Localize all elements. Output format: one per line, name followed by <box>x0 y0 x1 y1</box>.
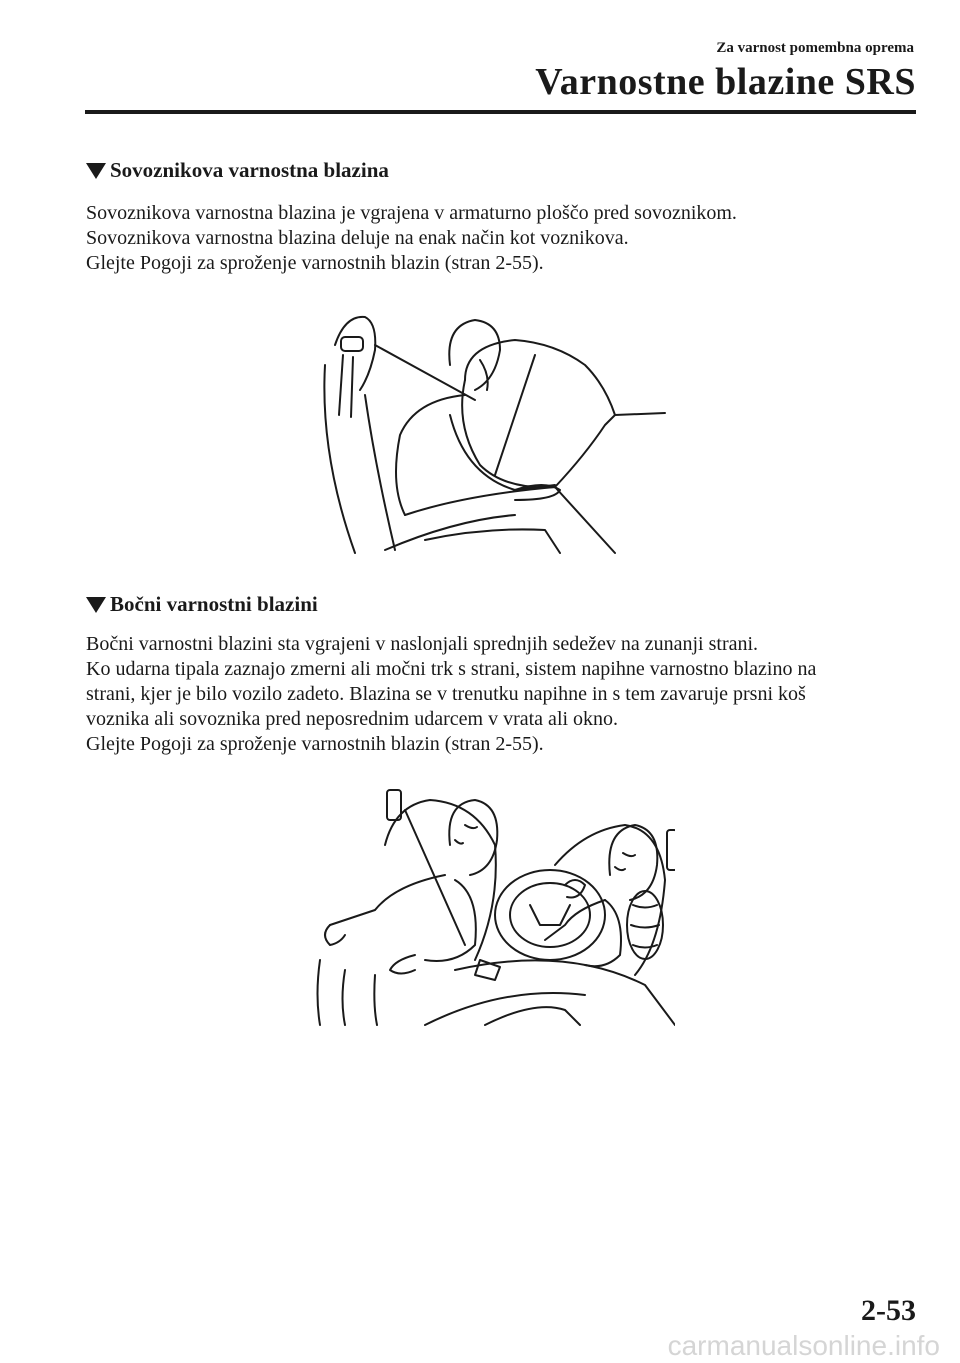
body-line: Bočni varnostni blazini sta vgrajeni v naslonjali sprednjih sedežev na zunanji strani. <box>86 633 759 655</box>
section-body-side-airbags <box>86 632 926 757</box>
section-marker-icon <box>86 597 106 613</box>
passenger-airbag-illustration <box>315 305 675 555</box>
section-heading-text: Sovoznikova varnostna blazina <box>110 158 389 182</box>
header-rule <box>85 110 916 114</box>
body-line: strani, kjer je bilo vozilo zadeto. Blazina se v trenutku napihne in s tem zavaruje prsni koš <box>86 683 806 705</box>
chapter-label: Za varnost pomembna oprema <box>716 40 914 56</box>
section-heading-passenger-airbag <box>86 158 389 183</box>
page-title: Varnostne blazine SRS <box>535 61 916 103</box>
body-line: Sovoznikova varnostna blazina je vgrajena v armaturno ploščo pred sovoznikom. <box>86 202 737 224</box>
section-heading-side-airbags <box>86 592 318 617</box>
body-line: Sovoznikova varnostna blazina deluje na enak način kot voznikova. <box>86 227 629 249</box>
page-number: 2-53 <box>861 1294 916 1327</box>
body-line: Ko udarna tipala zaznajo zmerni ali močni trk s strani, sistem napihne varnostno blazino na <box>86 658 817 680</box>
section-heading-text: Bočni varnostni blazini <box>110 592 318 616</box>
body-line: Glejte Pogoji za sproženje varnostnih blazin (stran 2-55). <box>86 733 544 755</box>
watermark: carmanualsonline.info <box>667 1330 940 1361</box>
body-line: voznika ali sovoznika pred neposrednim udarcem v vrata ali okno. <box>86 708 619 730</box>
body-line: Glejte Pogoji za sproženje varnostnih blazin (stran 2-55). <box>86 252 544 274</box>
section-marker-icon <box>86 163 106 179</box>
side-airbags-illustration <box>305 785 675 1030</box>
section-body-passenger-airbag <box>86 201 926 276</box>
